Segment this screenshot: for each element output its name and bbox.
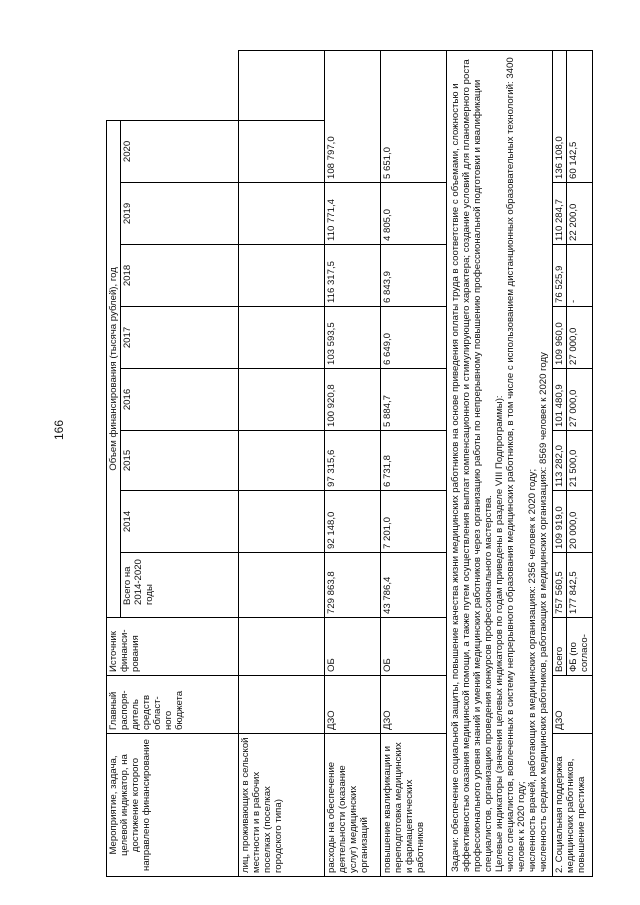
value-cell: 76 525,9 xyxy=(553,245,567,307)
value-cell: 6 649,0 xyxy=(381,307,447,369)
manager-cell: ДЗО xyxy=(325,676,381,734)
value-cell: 27 000,0 xyxy=(567,307,593,369)
table-row xyxy=(381,50,447,876)
value-cell: 100 920,8 xyxy=(325,369,381,431)
task-line: численность средних медицинских работников, работающих в медицинских организациях: 8569 человек к 2020 году xyxy=(538,352,550,872)
value-cell: 5 884,7 xyxy=(381,369,447,431)
task-line: Целевые индикаторы (значения целевых индикаторов по годам приведены в разделе VIII Подпрограммы): xyxy=(494,395,506,872)
header-source: Источник финанси-рования xyxy=(107,618,239,676)
rotated-page-content xyxy=(106,51,591,877)
financing-table xyxy=(106,50,593,877)
page-number: 166 xyxy=(52,419,66,440)
header-year-2019: 2019 xyxy=(121,183,239,245)
total-cell: 177 842,5 xyxy=(567,553,593,618)
value-cell: 6 843,9 xyxy=(381,245,447,307)
header-row-1 xyxy=(107,50,121,876)
header-spacer xyxy=(107,50,121,120)
task-block-row xyxy=(447,50,553,876)
value-cell: 110 284,7 xyxy=(553,183,567,245)
measure-cell: повышение квалификации и переподготовка медицинских и фармацевтических работников xyxy=(381,734,447,877)
measure-cell: 2. Социальная поддержка медицинских работников, повышение престижа xyxy=(553,734,593,877)
value-cell: - xyxy=(567,245,593,307)
value-cell: 5 651,0 xyxy=(381,50,447,182)
total-cell xyxy=(239,553,325,618)
manager-cell: ДЗО xyxy=(553,676,593,734)
header-year-2018: 2018 xyxy=(121,245,239,307)
value-cell: 4 805,0 xyxy=(381,183,447,245)
table-row xyxy=(553,50,567,876)
measure-cell: расходы на обеспечение деятельности (оказание услуг) медицинских организаций xyxy=(325,734,381,877)
table-row xyxy=(239,50,325,876)
header-year-2015: 2015 xyxy=(121,431,239,491)
header-year-2016: 2016 xyxy=(121,369,239,431)
value-cell xyxy=(239,369,325,431)
value-cell: 92 148,0 xyxy=(325,491,381,553)
value-cell xyxy=(239,491,325,553)
value-cell: 22 200,0 xyxy=(567,183,593,245)
value-cell: 20 000,0 xyxy=(567,491,593,553)
table-row xyxy=(325,50,381,876)
value-cell xyxy=(239,431,325,491)
manager-cell xyxy=(239,676,325,734)
value-cell: 110 771,4 xyxy=(325,183,381,245)
source-cell xyxy=(239,618,325,676)
task-line: Задачи: обеспечение социальной защиты, повышение качества жизни медицинских работников на основе приведения оплаты труда в соответствие с объемами, сложностью и эффективностью оказания медицинской помощи, а также путем осуществления выплат компенсационного и стимулирующего характера; создание условий для планомерного роста профессионального уровня знаний и умений медицинских работников через организацию работы по непрерывному повышению профессиональной подготовки и квалификации специалистов, организацию проведения конкурсов профессионального мастерства. xyxy=(450,59,495,872)
value-cell: 136 108,0 xyxy=(553,50,567,182)
source-cell: Всего xyxy=(553,618,567,676)
value-cell xyxy=(239,183,325,245)
measure-cell: лиц, проживающих в сельской местности и в рабочих поселках (поселках городского типа) xyxy=(239,734,325,877)
value-cell: 113 282,0 xyxy=(553,431,567,491)
task-line: число специалистов, вовлеченных в систему непрерывного образования медицинских работников, в том числе с использованием дистанционных образовательных технологий: 3400 человек к 2020 году; xyxy=(505,57,528,872)
total-cell: 729 863,8 xyxy=(325,553,381,618)
value-cell: 103 593,5 xyxy=(325,307,381,369)
value-cell: 60 142,5 xyxy=(567,50,593,182)
manager-cell: ДЗО xyxy=(381,676,447,734)
value-cell: 97 315,6 xyxy=(325,431,381,491)
task-block xyxy=(447,50,553,876)
value-cell: 21 500,0 xyxy=(567,431,593,491)
value-cell: 116 317,5 xyxy=(325,245,381,307)
header-year-2017: 2017 xyxy=(121,307,239,369)
header-manager: Главный распоря-дитель средств област-ного бюджета xyxy=(107,676,239,734)
header-total: Всего на 2014-2020 годы xyxy=(121,553,239,618)
header-measure: Мероприятие, задача, целевой индикатор, на достижение которого направлено финансирование xyxy=(107,734,239,877)
value-cell: 6 731,8 xyxy=(381,431,447,491)
value-cell: 109 960,0 xyxy=(553,307,567,369)
header-year-2020: 2020 xyxy=(121,120,239,182)
header-year-2014: 2014 xyxy=(121,491,239,553)
value-cell: 7 201,0 xyxy=(381,491,447,553)
task-line: численность врачей, работающих в медицинских организациях: 2356 человек к 2020 году; xyxy=(527,468,539,872)
value-cell xyxy=(239,307,325,369)
total-cell: 757 560,5 xyxy=(553,553,567,618)
header-volume: Объем финансирования (тысяча рублей), год xyxy=(107,120,121,617)
total-cell: 43 786,4 xyxy=(381,553,447,618)
source-cell: ОБ xyxy=(325,618,381,676)
source-cell: ФБ (по согласо- xyxy=(567,618,593,676)
value-cell: 108 797,0 xyxy=(325,50,381,182)
value-cell: 27 000,0 xyxy=(567,369,593,431)
source-cell: ОБ xyxy=(381,618,447,676)
value-cell: 109 919,0 xyxy=(553,491,567,553)
value-cell xyxy=(239,120,325,182)
value-cell: 101 480,9 xyxy=(553,369,567,431)
value-cell xyxy=(239,245,325,307)
